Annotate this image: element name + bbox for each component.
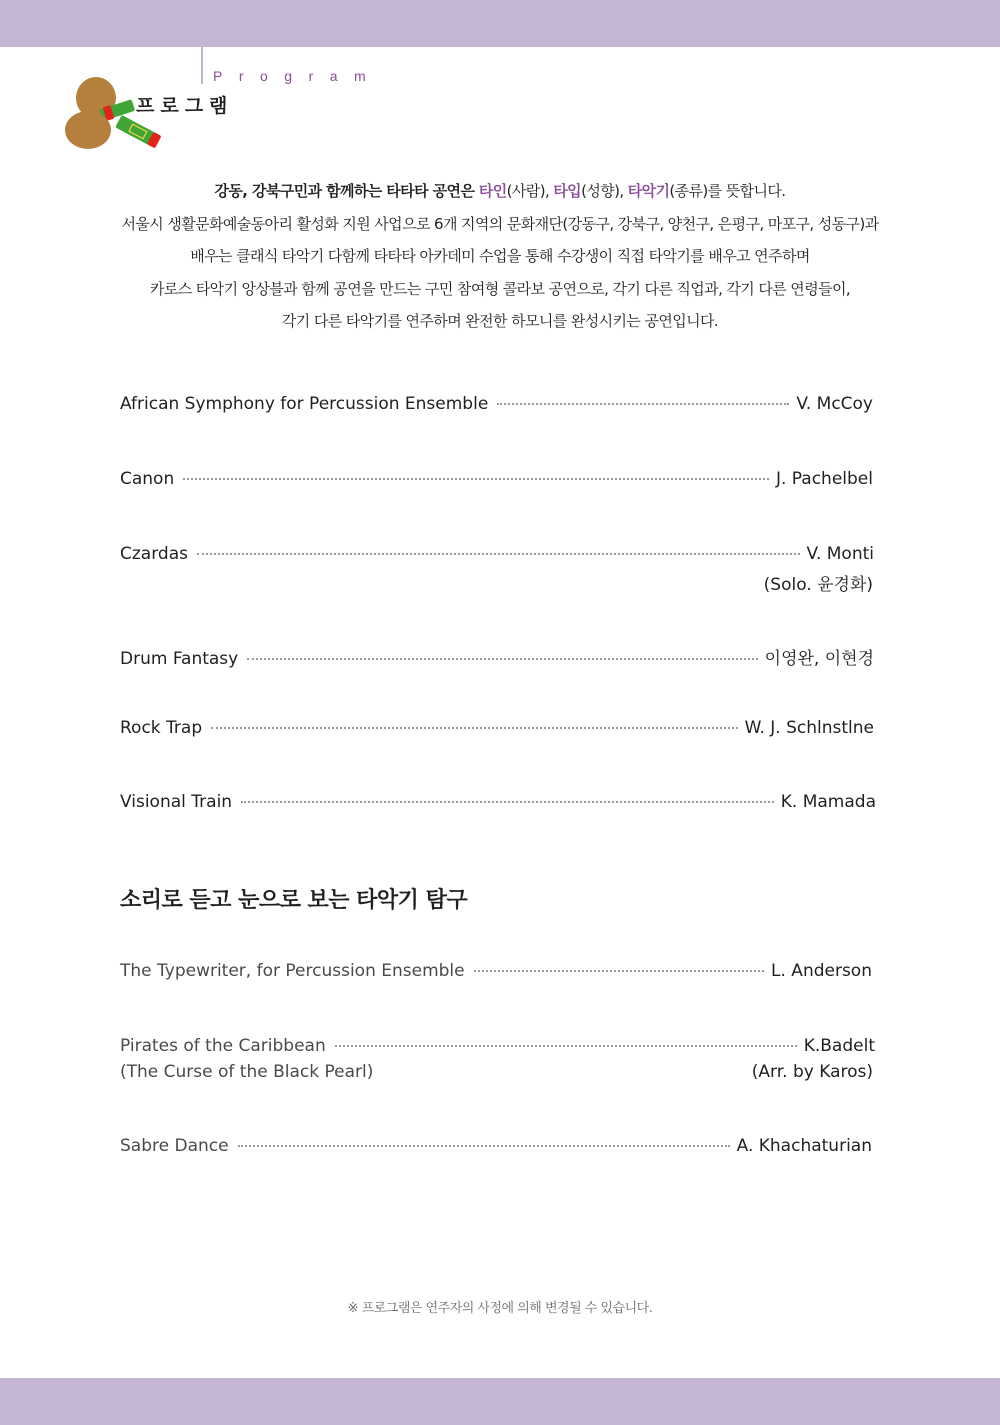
header-title-en: Program (213, 68, 383, 84)
footnote: ※ 프로그램은 연주자의 사정에 의해 변경될 수 있습니다. (347, 1301, 653, 1316)
program-composer: K. Mamada (780, 792, 876, 812)
program-title: African Symphony for Percussion Ensemble (120, 394, 489, 414)
leader-dots (497, 403, 789, 405)
intro-lead: 강동, 강북구민과 함께하는 타타타 공연은 (214, 182, 479, 200)
leader-dots (474, 970, 764, 972)
leader-dots (238, 1145, 730, 1147)
intro-paren-2: (성향), (581, 182, 628, 200)
leader-dots (241, 801, 774, 803)
program-item (120, 961, 872, 981)
program-item (120, 394, 873, 414)
program-composer: A. Khachaturian (736, 1136, 872, 1156)
leader-dots (183, 478, 769, 480)
leader-dots (197, 553, 800, 555)
header-divider (201, 47, 203, 84)
program-title: Visional Train (120, 792, 233, 812)
program-item (120, 644, 874, 669)
intro-paren-3: (종류) (669, 182, 708, 200)
program-item (120, 469, 873, 489)
program-note: (Solo. 윤경화) (763, 575, 873, 595)
program-item (120, 544, 874, 564)
program-title: Czardas (120, 544, 188, 564)
program-title: Canon (120, 469, 175, 489)
top-band (0, 0, 1000, 47)
program-note: (Arr. by Karos) (751, 1062, 873, 1082)
program-composer: K.Badelt (803, 1036, 875, 1056)
program-item (120, 1136, 872, 1156)
intro-keyword-1: 타인 (478, 182, 507, 200)
program-composer: V. Monti (806, 544, 874, 564)
bottom-band (0, 1378, 1000, 1425)
leader-dots (247, 658, 757, 660)
leader-dots (211, 727, 737, 729)
intro-keyword-3: 타악기 (627, 182, 670, 200)
program-title: Drum Fantasy (120, 649, 239, 669)
program-title: Rock Trap (120, 718, 203, 738)
program-item (120, 792, 876, 812)
intro-line-4: 카로스 타악기 앙상블과 함께 공연을 만드는 구민 참여형 콜라보 공연으로, 각기 다른 직업과, 각기 다른 연령들이, (149, 279, 851, 298)
program-composer: J. Pachelbel (775, 469, 873, 489)
program-title: The Typewriter, for Percussion Ensemble (120, 961, 465, 981)
intro-line-5: 각기 다른 타악기를 연주하며 완전한 하모니를 완성시키는 공연입니다. (281, 312, 719, 330)
program-composer: W. J. Schlnstlne (744, 718, 874, 738)
program-subtitle: (The Curse of the Black Pearl) (120, 1062, 374, 1082)
program-composer: 이영완, 이현경 (764, 649, 874, 669)
section-heading: 소리로 듣고 눈으로 보는 타악기 탐구 (120, 888, 468, 913)
program-composer: V. McCoy (796, 394, 873, 414)
intro-paren-1: (사람), (506, 182, 554, 200)
program-item (120, 718, 874, 738)
leader-dots (335, 1045, 797, 1047)
intro-line-1 (60, 175, 940, 208)
program-title: Sabre Dance (120, 1136, 229, 1156)
program-item (120, 1036, 875, 1056)
header-title-ko: 프로그램 (136, 95, 234, 117)
intro-line-3: 배우는 클래식 타악기 다함께 타타타 아카데미 수업을 통해 수강생이 직접 타악기를 배우고 연주하며 (190, 247, 810, 265)
intro-line-2: 서울시 생활문화예술동아리 활성화 지원 사업으로 6개 지역의 문화재단(강동구, 강북구, 양천구, 은평구, 마포구, 성동구)과 (121, 214, 879, 233)
intro-tail: 를 뜻합니다. (707, 182, 786, 200)
program-composer: L. Anderson (771, 961, 872, 981)
intro-paragraph (60, 175, 940, 338)
program-title: Pirates of the Caribbean (120, 1036, 326, 1056)
intro-keyword-2: 타입 (553, 182, 582, 200)
